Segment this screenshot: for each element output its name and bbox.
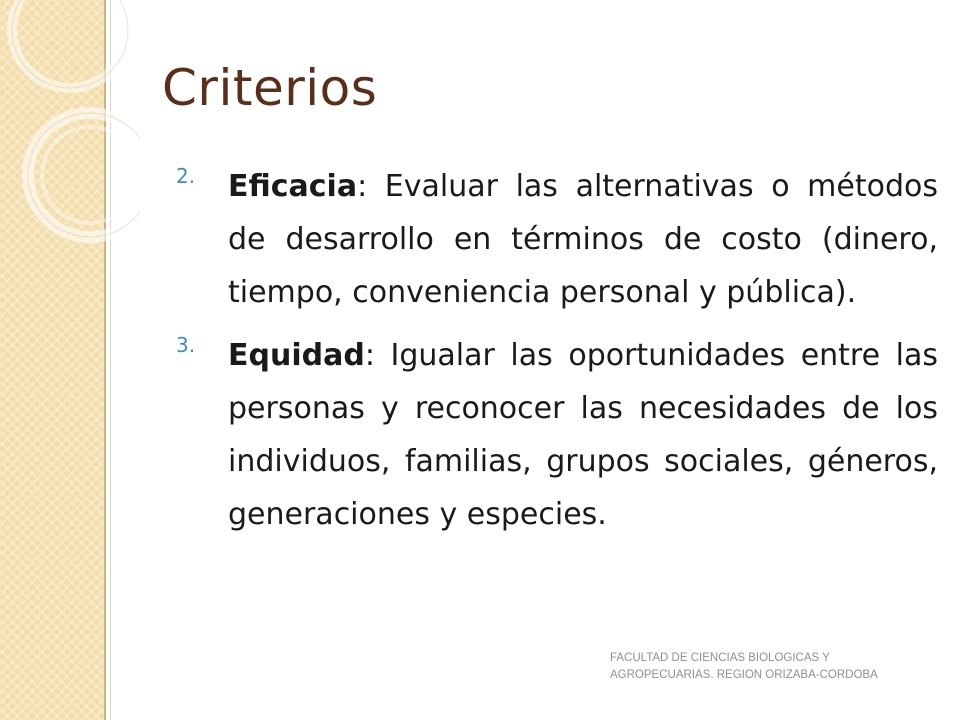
footer-institution: FACULTAD DE CIENCIAS BIOLOGICAS Y AGROPECUARIAS. REGION ORIZABA-CORDOBA: [610, 652, 878, 681]
side-panel-border: [104, 0, 106, 720]
slide-title: Criterios: [162, 59, 378, 117]
list-number: 2.: [176, 164, 196, 188]
side-panel-inner-border: [110, 0, 111, 720]
list-number: 3.: [176, 333, 196, 357]
decorative-side-panel: [0, 0, 104, 720]
list-item-body: [228, 160, 938, 319]
definition-eficacia: : Evaluar las alternativas o métodos de desarrollo en términos de costo (dinero, tiempo, conveniencia personal y pública).: [228, 169, 938, 310]
list-item-equidad: [176, 329, 938, 541]
criteria-list: [176, 160, 938, 551]
list-item-body: [228, 329, 938, 541]
definition-equidad: : Igualar las oportunidades entre las personas y reconocer las necesidades de los individuos, familias, grupos sociales, géneros, generaciones y especies.: [228, 338, 938, 532]
term-eficacia: Eficacia: [228, 169, 358, 204]
term-equidad: Equidad: [228, 338, 365, 373]
list-item-eficacia: [176, 160, 938, 319]
